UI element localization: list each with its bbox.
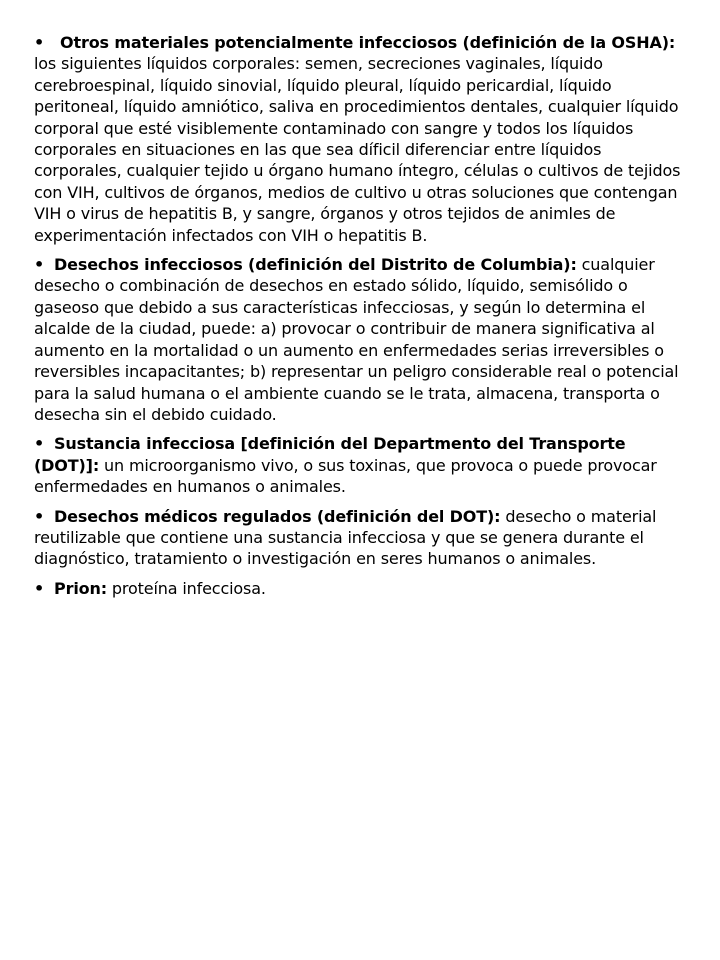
definition-text: un microorganismo vivo, o sus toxinas, que provoca o puede provocar enfermedades en humanos o animales.	[34, 455, 657, 497]
bullet-icon: •	[34, 33, 45, 52]
definition-term: Prion:	[54, 578, 107, 598]
bullet-icon: •	[34, 255, 45, 275]
bullet-icon: •	[34, 578, 45, 598]
definition-term: Desechos infecciosos (definición del Distrito de Columbia):	[54, 255, 577, 275]
bullet-icon: •	[34, 434, 45, 454]
definitions-list	[34, 32, 688, 607]
definition-text: cualquier desecho o combinación de desechos en estado sólido, líquido, semisólido o gaseoso que debido a sus características infecciosas, y según lo determina el alcalde de la ciudad, puede: a) provocar o contribuir de manera significativa al aumento en la mortalidad o un aumento en enfermedades serias irreversibles o reversibles incapacitantes; b) representar un peligro considerable real o potencial para la salud humana o el ambiente cuando se le trata, almacena, transporta o desecha sin el debido cuidado.	[34, 255, 679, 424]
definition-term: Otros materiales potencialmente infecciosos (definición de la OSHA):	[60, 33, 676, 52]
definition-text: proteína infecciosa.	[111, 578, 266, 598]
definition-term: Sustancia infecciosa [definición del Departmento del Transporte (DOT)]:	[34, 434, 626, 475]
definition-entry-prion	[34, 578, 688, 599]
definition-entry-regulated-medical-waste	[34, 506, 688, 570]
definition-entry-opim	[34, 32, 688, 246]
definition-entry-infectious-substance	[34, 433, 688, 497]
definition-text: desecho o material reutilizable que contiene una sustancia infecciosa y que se genera durante el diagnóstico, tratamiento o investigación en seres humanos o animales.	[34, 506, 657, 569]
definition-text: los siguientes líquidos corporales: semen, secreciones vaginales, líquido cerebroespinal, líquido sinovial, líquido pleural, líquido pericardial, líquido peritoneal, líquido amniótico, saliva en procedimientos dentales, cualquier líquido corporal que esté visiblemente contaminado con sangre y todos los líquidos corporales en situaciones en las que sea díficil diferenciar entre líquidos corporales, cualquier tejido u órgano humano íntegro, células o cultivos de tejidos con VIH, cultivos de órganos, medios de cultivo u otras soluciones que contengan VIH o virus de hepatitis B, y sangre, órganos y otros tejidos de animles de experimentación infectados con VIH o hepatitis B.	[34, 54, 681, 245]
definition-term: Desechos médicos regulados (definición del DOT):	[54, 506, 501, 526]
bullet-icon: •	[34, 506, 45, 526]
definition-entry-infectious-waste	[34, 254, 688, 425]
